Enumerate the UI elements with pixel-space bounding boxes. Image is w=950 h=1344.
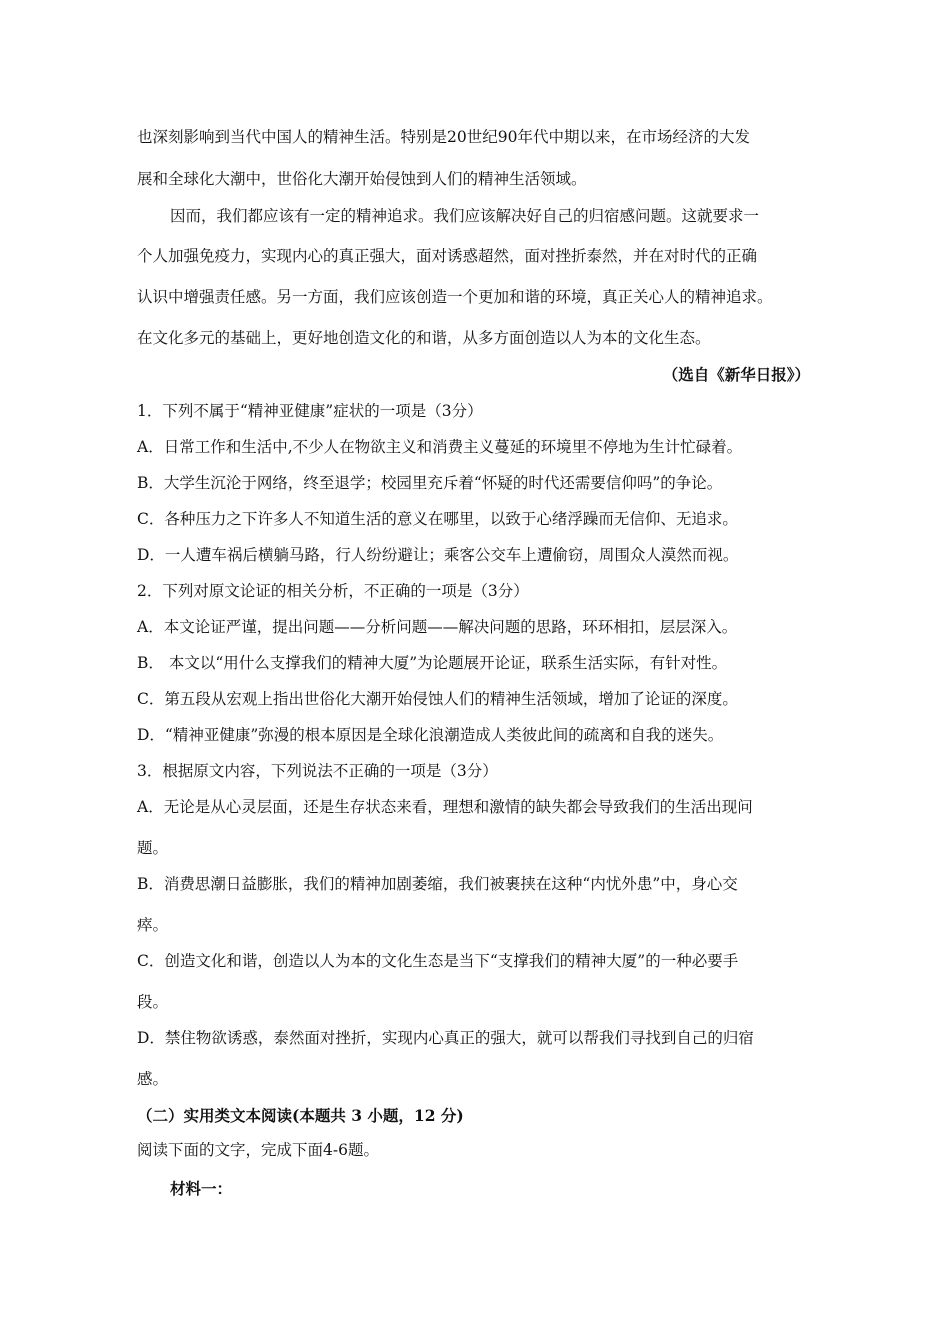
question-1-option-c: C．各种压力之下许多人不知道生活的意义在哪里，以致于心绪浮躁而无信仰、无追求。 bbox=[137, 510, 738, 528]
question-3-option-a: A．无论是从心灵层面，还是生存状态来看，理想和激情的缺失都会导致我们的生活出现问 bbox=[137, 798, 753, 816]
material-label: 材料一： bbox=[170, 1179, 233, 1198]
question-1-stem: 1．下列不属于“精神亚健康”症状的一项是（3分） bbox=[137, 402, 483, 420]
question-3-stem: 3．根据原文内容，下列说法不正确的一项是（3分） bbox=[137, 762, 498, 780]
question-1-option-a: A．日常工作和生活中,不少人在物欲主义和消费主义蔓延的环境里不停地为生计忙碌着。 bbox=[137, 438, 743, 456]
source-citation: （选自《新华日报》） bbox=[662, 365, 810, 384]
question-3-option-a-cont: 题。 bbox=[137, 839, 169, 857]
question-2-stem: 2．下列对原文论证的相关分析，不正确的一项是（3分） bbox=[137, 582, 529, 600]
question-3-option-d-cont: 感。 bbox=[137, 1070, 169, 1088]
question-3-option-b-cont: 瘁。 bbox=[137, 916, 169, 934]
paragraph-line: 个人加强免疫力，实现内心的真正强大，面对诱惑超然，面对挫折泰然，并在对时代的正确 bbox=[137, 247, 758, 265]
question-3-option-d: D．禁住物欲诱惑，泰然面对挫折，实现内心真正的强大，就可以帮我们寻找到自己的归宿 bbox=[137, 1029, 754, 1047]
question-2-option-c: C．第五段从宏观上指出世俗化大潮开始侵蚀人们的精神生活领域，增加了论证的深度。 bbox=[137, 690, 738, 708]
question-2-option-d: D．“精神亚健康”弥漫的根本原因是全球化浪潮造成人类彼此间的疏离和自我的迷失。 bbox=[137, 726, 724, 744]
paragraph-line: 展和全球化大潮中，世俗化大潮开始侵蚀到人们的精神生活领域。 bbox=[137, 170, 587, 188]
question-3-option-b: B．消费思潮日益膨胀，我们的精神加剧萎缩，我们被裹挟在这种“内忧外患”中，身心交 bbox=[137, 875, 738, 893]
question-2-option-a: A．本文论证严谨，提出问题——分析问题——解决问题的思路，环环相扣，层层深入。 bbox=[137, 618, 738, 636]
question-1-option-b: B．大学生沉沦于网络，终至退学；校园里充斥着“怀疑的时代还需要信仰吗”的争论。 bbox=[137, 474, 723, 492]
paragraph-line: 也深刻影响到当代中国人的精神生活。特别是20世纪90年代中期以来，在市场经济的大发 bbox=[137, 128, 750, 146]
section-instruction: 阅读下面的文字，完成下面4-6题。 bbox=[137, 1141, 379, 1159]
question-3-option-c-cont: 段。 bbox=[137, 993, 169, 1011]
paragraph-line: 在文化多元的基础上，更好地创造文化的和谐，从多方面创造以人为本的文化生态。 bbox=[137, 329, 711, 347]
question-1-option-d: D．一人遭车祸后横躺马路，行人纷纷避让；乘客公交车上遭偷窃，周围众人漠然而视。 bbox=[137, 546, 739, 564]
section-heading: （二）实用类文本阅读(本题共 3 小题，12 分) bbox=[137, 1106, 464, 1125]
paragraph-line: 因而，我们都应该有一定的精神追求。我们应该解决好自己的归宿感问题。这就要求一 bbox=[170, 207, 760, 225]
question-2-option-b: B． 本文以“用什么支撑我们的精神大厦”为论题展开论证，联系生活实际，有针对性。 bbox=[137, 654, 728, 672]
question-3-option-c: C．创造文化和谐，创造以人为本的文化生态是当下“支撑我们的精神大厦”的一种必要手 bbox=[137, 952, 739, 970]
paragraph-line: 认识中增强责任感。另一方面，我们应该创造一个更加和谐的环境，真正关心人的精神追求。 bbox=[137, 288, 773, 306]
